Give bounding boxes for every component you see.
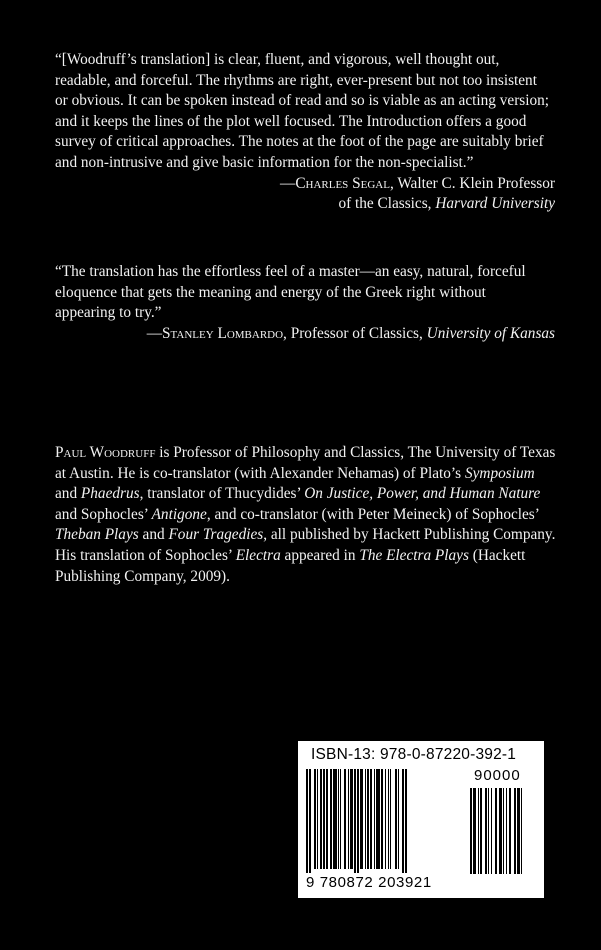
barcode-bar bbox=[367, 769, 369, 869]
attribution-dash: — bbox=[146, 324, 163, 342]
review-line: appearing to try.” bbox=[55, 304, 162, 322]
barcode-bars bbox=[306, 769, 466, 875]
bio-segment: appeared in bbox=[280, 546, 360, 564]
isbn-barcode bbox=[298, 741, 544, 898]
price-code: 90000 bbox=[474, 767, 521, 784]
reviewer-institution: Harvard University bbox=[435, 195, 555, 213]
barcode-bar bbox=[485, 788, 487, 874]
barcode-bar bbox=[473, 788, 476, 874]
attribution-dash: — bbox=[280, 174, 296, 192]
barcode-bar bbox=[314, 769, 316, 869]
bio-segment: and Sophocles’ bbox=[55, 505, 152, 523]
book-title: On Justice, Power, and Human Nature bbox=[304, 485, 541, 503]
barcode-bar bbox=[398, 769, 399, 869]
barcode-bar bbox=[395, 769, 397, 869]
book-title: Electra bbox=[235, 546, 281, 564]
review-line: readable, and forceful. The rhythms are right, ever-present but not too insistent bbox=[55, 71, 537, 89]
price-barcode-bars bbox=[470, 788, 536, 875]
review-text bbox=[55, 50, 555, 174]
book-title: Four Tragedies bbox=[168, 526, 264, 544]
barcode-bar bbox=[374, 769, 375, 869]
barcode-bar bbox=[360, 769, 363, 869]
review-attribution bbox=[55, 174, 555, 195]
barcode-guard-bar bbox=[354, 769, 356, 873]
barcode-bar bbox=[323, 769, 325, 869]
bio-segment: is Professor of Philosophy and Classics, The University of Texas bbox=[155, 444, 556, 461]
book-title: Antigone bbox=[151, 505, 207, 523]
review-quote-segal bbox=[55, 50, 555, 215]
barcode-bar bbox=[333, 769, 337, 869]
reviewer-name: Stanley Lombardo bbox=[162, 324, 284, 342]
review-quote-lombardo bbox=[55, 262, 555, 344]
review-line: or obvious. It can be spoken instead of read and so is viable as an acting version; bbox=[55, 92, 550, 110]
barcode-bar bbox=[470, 788, 472, 874]
reviewer-institution: University of Kansas bbox=[426, 324, 555, 342]
barcode-bar bbox=[521, 788, 522, 874]
bio-segment: at Austin. He is co-translator (with Alexander Nehamas) of Plato’s bbox=[55, 464, 465, 482]
book-title: The Electra Plays bbox=[359, 546, 469, 564]
barcode-bar bbox=[478, 788, 479, 874]
review-line: survey of critical approaches. The notes at the foot of the page are suitably brief bbox=[55, 133, 544, 151]
bio-text bbox=[55, 443, 560, 587]
barcode-bar bbox=[385, 769, 386, 869]
barcode-bar bbox=[365, 769, 366, 869]
reviewer-role: of the Classics, bbox=[338, 195, 436, 213]
barcode-bar bbox=[388, 769, 389, 869]
barcode-bar bbox=[390, 769, 391, 869]
barcode-digits: 9 780872 203921 bbox=[306, 874, 432, 891]
book-title: Theban Plays bbox=[55, 526, 139, 544]
barcode-bar bbox=[326, 769, 328, 869]
review-line: and non-intrusive and give basic information for the non-specialist.” bbox=[55, 153, 474, 171]
barcode-bar bbox=[340, 769, 341, 869]
bio-segment: , translator of Thucydides’ bbox=[139, 485, 305, 503]
barcode-guard-bar bbox=[306, 769, 308, 873]
barcode-bar bbox=[370, 769, 372, 869]
barcode-bar bbox=[317, 769, 318, 869]
reviewer-name: Charles Segal bbox=[295, 174, 390, 192]
review-text bbox=[55, 262, 555, 324]
barcode-bar bbox=[320, 769, 322, 869]
bio-segment: His translation of Sophocles’ bbox=[55, 546, 236, 564]
barcode-bar bbox=[488, 788, 489, 874]
bio-segment: and bbox=[138, 526, 169, 544]
review-line: “[Woodruff’s translation] is clear, fluent, and vigorous, well thought out, bbox=[55, 51, 500, 68]
barcode-bar bbox=[350, 769, 353, 869]
barcode-bar bbox=[491, 788, 492, 874]
barcode-bar bbox=[330, 769, 332, 869]
book-title: Symposium bbox=[464, 464, 535, 482]
reviewer-role: , Walter C. Klein Professor bbox=[389, 174, 555, 192]
isbn-label: ISBN-13: 978-0-87220-392-1 bbox=[311, 746, 517, 763]
barcode-bar bbox=[381, 769, 383, 869]
barcode-bar bbox=[338, 769, 339, 869]
barcode-bar bbox=[514, 788, 516, 874]
barcode-guard-bar bbox=[309, 769, 311, 873]
review-line: eloquence that gets the meaning and energy of the Greek right without bbox=[55, 283, 486, 301]
author-name: Paul Woodruff bbox=[55, 444, 156, 461]
barcode-guard-bar bbox=[402, 769, 404, 873]
bio-segment: , all published by Hackett Publishing Company. bbox=[263, 526, 556, 544]
barcode-bar bbox=[495, 788, 497, 874]
bio-segment: (Hackett bbox=[468, 546, 526, 564]
barcode-bar bbox=[348, 769, 349, 869]
barcode-bar bbox=[376, 769, 380, 869]
reviewer-role: , Professor of Classics, bbox=[283, 324, 427, 342]
book-title: Phaedrus bbox=[80, 485, 140, 503]
barcode-bar bbox=[344, 769, 346, 869]
review-line: and it keeps the lines of the plot well focused. The Introduction offers a good bbox=[55, 112, 527, 130]
barcode-bar bbox=[499, 788, 502, 874]
review-line: “The translation has the effortless feel of a master—an easy, natural, forceful bbox=[55, 263, 526, 280]
barcode-bar bbox=[517, 788, 520, 874]
bio-segment: Publishing Company, 2009). bbox=[55, 567, 230, 585]
review-attribution bbox=[55, 324, 555, 345]
barcode-bar bbox=[509, 788, 511, 874]
review-attribution-line2 bbox=[55, 194, 555, 215]
bio-segment: , and co-translator (with Peter Meineck) of Sophocles’ bbox=[206, 505, 540, 523]
barcode-bar bbox=[480, 788, 482, 874]
barcode-bar bbox=[506, 788, 507, 874]
barcode-bar bbox=[503, 788, 504, 874]
barcode-guard-bar bbox=[357, 769, 359, 873]
author-bio bbox=[55, 443, 560, 587]
bio-segment: and bbox=[55, 485, 81, 503]
barcode-guard-bar bbox=[405, 769, 407, 873]
